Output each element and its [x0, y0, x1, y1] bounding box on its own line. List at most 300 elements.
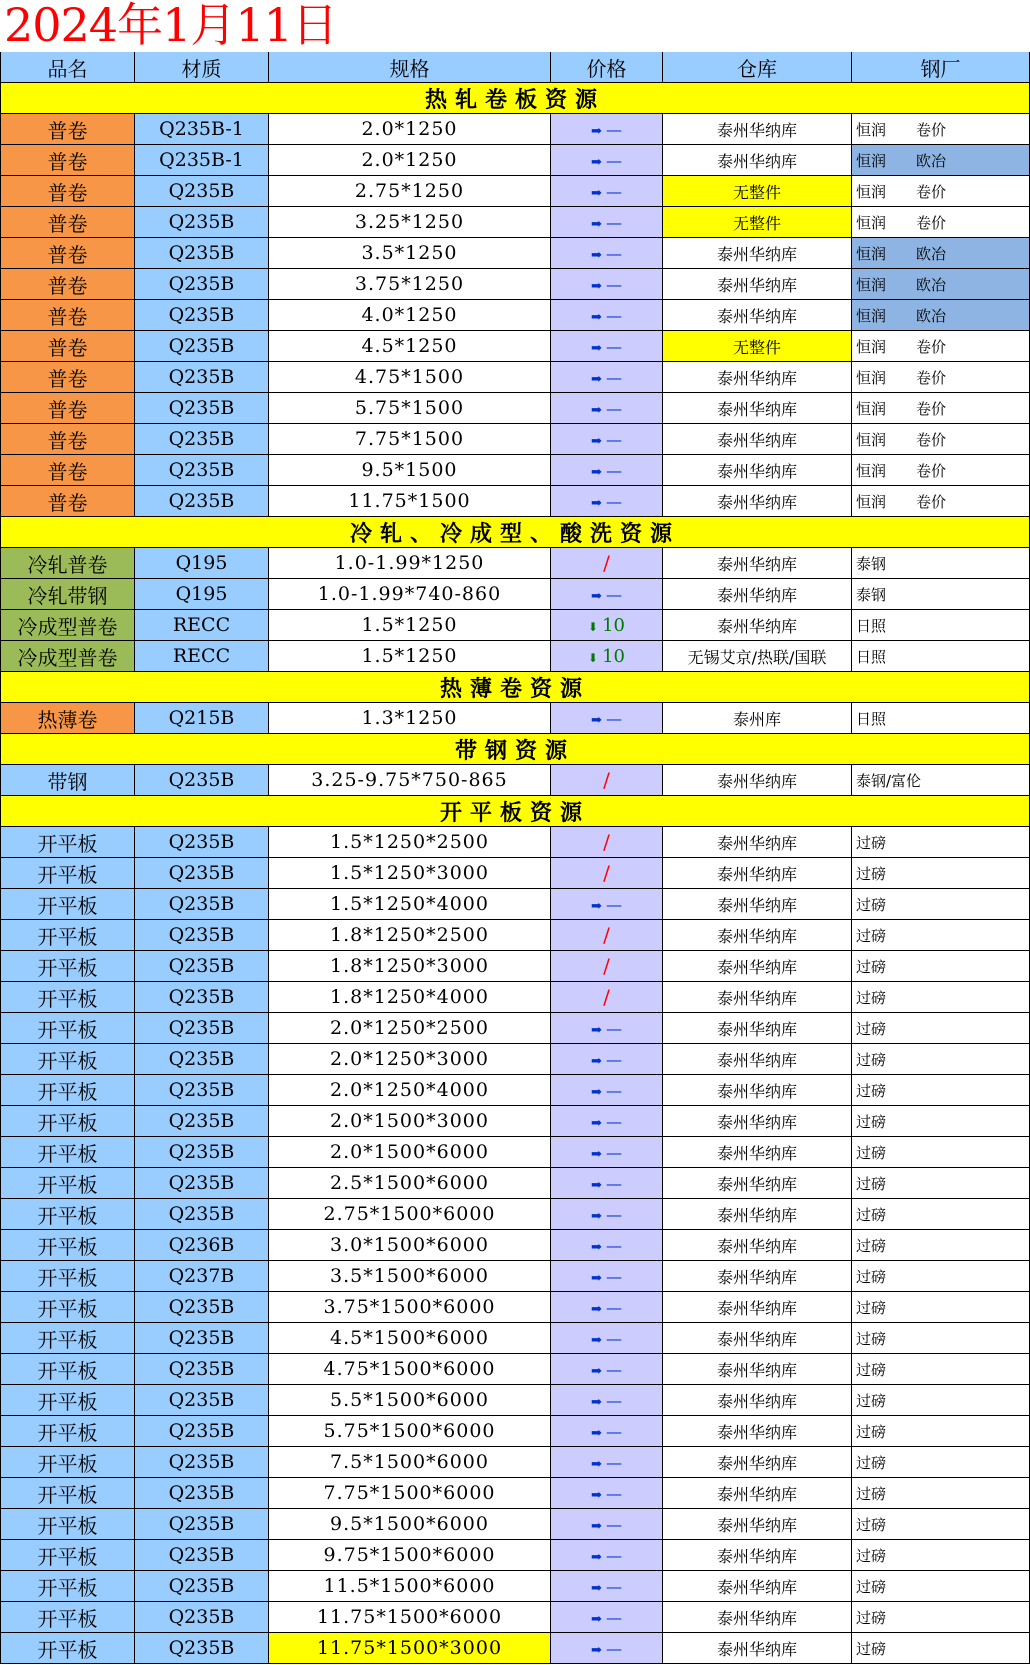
product-name-cell: 开平板	[0, 1602, 135, 1633]
price-unchanged-indicator	[591, 1297, 622, 1318]
material-cell: RECC	[135, 610, 269, 641]
table-body	[0, 83, 1030, 1664]
warehouse-cell: 泰州华纳库	[663, 1199, 852, 1230]
spec-cell: 5.75*1500*6000	[269, 1416, 551, 1447]
product-name-cell: 开平板	[0, 1354, 135, 1385]
price-cell	[551, 1044, 663, 1075]
material-cell: Q235B	[135, 1137, 269, 1168]
price-unchanged-indicator	[591, 398, 622, 419]
table-row	[0, 1013, 1030, 1044]
header-warehouse: 仓库	[663, 52, 852, 83]
mill-name: 过磅	[856, 926, 887, 945]
mill-name: 恒润	[856, 368, 887, 387]
mill-cell	[852, 1323, 1030, 1354]
spec-cell: 4.5*1500*6000	[269, 1323, 551, 1354]
price-unchanged-indicator	[591, 584, 622, 605]
product-name-cell: 普卷	[0, 176, 135, 207]
spec-cell: 4.0*1250	[269, 300, 551, 331]
warehouse-cell: 泰州华纳库	[663, 1540, 852, 1571]
material-cell: Q235B	[135, 362, 269, 393]
price-cell	[551, 1168, 663, 1199]
material-cell: Q235B	[135, 1354, 269, 1385]
table-row	[0, 1385, 1030, 1416]
material-cell: Q235B-1	[135, 114, 269, 145]
material-cell: Q235B	[135, 1447, 269, 1478]
mill-cell	[852, 486, 1030, 517]
arrow-right-icon: ➡	[591, 1580, 602, 1596]
material-cell: Q215B	[135, 703, 269, 734]
section-row	[0, 796, 1030, 827]
material-cell: RECC	[135, 641, 269, 672]
warehouse-cell: 泰州华纳库	[663, 1323, 852, 1354]
arrow-right-icon: ➡	[591, 1239, 602, 1255]
mill-name: 过磅	[856, 957, 887, 976]
mill-name: 过磅	[856, 988, 887, 1007]
material-cell: Q235B	[135, 486, 269, 517]
product-name-cell: 开平板	[0, 1447, 135, 1478]
dash-icon: —	[605, 305, 622, 325]
table-row	[0, 1509, 1030, 1540]
table-row	[0, 300, 1030, 331]
spec-cell: 11.5*1500*6000	[269, 1571, 551, 1602]
product-name-cell: 开平板	[0, 1540, 135, 1571]
price-unchanged-indicator	[591, 894, 622, 915]
mill-name: 过磅	[856, 1267, 887, 1286]
mill-name: 恒润	[856, 213, 887, 232]
dash-icon: —	[605, 367, 622, 387]
table-row	[0, 1044, 1030, 1075]
mill-name: 过磅	[856, 1329, 887, 1348]
price-cell	[551, 145, 663, 176]
mill-name: 恒润	[856, 275, 887, 294]
product-name-cell: 开平板	[0, 982, 135, 1013]
dash-icon: —	[605, 1142, 622, 1162]
price-cell	[551, 889, 663, 920]
mill-cell	[852, 1633, 1030, 1664]
material-cell: Q235B	[135, 889, 269, 920]
spec-cell: 4.75*1500*6000	[269, 1354, 551, 1385]
dash-icon: —	[605, 1328, 622, 1348]
product-name-cell: 冷轧带钢	[0, 579, 135, 610]
product-name-cell: 开平板	[0, 1416, 135, 1447]
price-cell	[551, 1571, 663, 1602]
material-cell: Q235B	[135, 1199, 269, 1230]
spec-cell: 1.8*1250*4000	[269, 982, 551, 1013]
price-unchanged-indicator	[591, 1018, 622, 1039]
mill-name: 过磅	[856, 833, 887, 852]
spec-cell: 1.8*1250*2500	[269, 920, 551, 951]
mill-name: 过磅	[856, 1484, 887, 1503]
warehouse-cell: 泰州华纳库	[663, 1633, 852, 1664]
mill-name: 日照	[856, 709, 887, 728]
warehouse-cell: 泰州华纳库	[663, 1447, 852, 1478]
spec-cell: 1.0-1.99*740-860	[269, 579, 551, 610]
product-name-cell: 开平板	[0, 1385, 135, 1416]
arrow-right-icon: ➡	[591, 1549, 602, 1565]
table-row	[0, 1540, 1030, 1571]
product-name-cell: 普卷	[0, 455, 135, 486]
warehouse-cell: 泰州华纳库	[663, 1168, 852, 1199]
section-title: 带钢资源	[0, 734, 1030, 765]
product-name-cell: 开平板	[0, 858, 135, 889]
material-cell: Q235B	[135, 207, 269, 238]
section-title: 开平板资源	[0, 796, 1030, 827]
material-cell: Q235B	[135, 951, 269, 982]
warehouse-cell: 泰州华纳库	[663, 393, 852, 424]
mill-cell	[852, 1540, 1030, 1571]
mill-pricing-basis: 卷价	[916, 368, 947, 387]
price-unchanged-indicator	[591, 708, 622, 729]
material-cell: Q235B	[135, 1478, 269, 1509]
price-unchanged-indicator	[591, 491, 622, 512]
price-cell	[551, 1199, 663, 1230]
arrow-right-icon: ➡	[591, 402, 602, 418]
arrow-right-icon: ➡	[591, 371, 602, 387]
mill-name: 过磅	[856, 1050, 887, 1069]
mill-cell	[852, 1106, 1030, 1137]
dash-icon: —	[605, 1297, 622, 1317]
spec-cell: 5.5*1500*6000	[269, 1385, 551, 1416]
table-row	[0, 424, 1030, 455]
material-cell: Q195	[135, 579, 269, 610]
product-name-cell: 普卷	[0, 393, 135, 424]
price-cell	[551, 858, 663, 889]
dash-icon: —	[605, 1173, 622, 1193]
arrow-right-icon: ➡	[591, 1332, 602, 1348]
table-row	[0, 1323, 1030, 1354]
spec-cell: 3.75*1500*6000	[269, 1292, 551, 1323]
price-unchanged-indicator	[591, 1235, 622, 1256]
dash-icon: —	[605, 460, 622, 480]
material-cell: Q235B	[135, 1013, 269, 1044]
mill-cell	[852, 1013, 1030, 1044]
arrow-right-icon: ➡	[591, 1053, 602, 1069]
warehouse-cell: 泰州华纳库	[663, 1044, 852, 1075]
product-name-cell: 带钢	[0, 765, 135, 796]
table-row	[0, 455, 1030, 486]
product-name-cell: 开平板	[0, 1230, 135, 1261]
price-unchanged-indicator	[591, 1607, 622, 1628]
price-unchanged-indicator	[591, 243, 622, 264]
spec-cell: 9.75*1500*6000	[269, 1540, 551, 1571]
material-cell: Q235B	[135, 455, 269, 486]
arrow-right-icon: ➡	[591, 712, 602, 728]
spec-cell: 2.0*1250	[269, 145, 551, 176]
price-unchanged-indicator	[591, 1049, 622, 1070]
price-unchanged-indicator	[591, 1266, 622, 1287]
dash-icon: —	[605, 429, 622, 449]
mill-pricing-basis: 欧冶	[916, 306, 947, 325]
warehouse-cell: 无整件	[663, 176, 852, 207]
price-cell	[551, 1602, 663, 1633]
spec-cell: 1.5*1250	[269, 641, 551, 672]
spec-cell: 9.5*1500	[269, 455, 551, 486]
arrow-right-icon: ➡	[591, 495, 602, 511]
mill-cell	[852, 1168, 1030, 1199]
material-cell: Q235B	[135, 393, 269, 424]
dash-icon: —	[605, 398, 622, 418]
warehouse-cell: 无整件	[663, 331, 852, 362]
mill-name: 过磅	[856, 1577, 887, 1596]
mill-name: 恒润	[856, 151, 887, 170]
price-cell	[551, 362, 663, 393]
dash-icon: —	[605, 1514, 622, 1534]
material-cell: Q235B	[135, 1044, 269, 1075]
dash-icon: —	[605, 150, 622, 170]
price-unchanged-indicator	[591, 1638, 622, 1659]
mill-name: 过磅	[856, 895, 887, 914]
price-unchanged-indicator	[591, 274, 622, 295]
mill-cell	[852, 1261, 1030, 1292]
mill-cell	[852, 145, 1030, 176]
price-cell	[551, 1354, 663, 1385]
spec-cell: 1.5*1250*4000	[269, 889, 551, 920]
dash-icon: —	[605, 1359, 622, 1379]
product-name-cell: 普卷	[0, 238, 135, 269]
dash-icon: —	[605, 1452, 622, 1472]
warehouse-cell: 泰州华纳库	[663, 1478, 852, 1509]
table-row	[0, 269, 1030, 300]
arrow-right-icon: ➡	[591, 1177, 602, 1193]
warehouse-cell: 泰州华纳库	[663, 1292, 852, 1323]
material-cell: Q235B	[135, 238, 269, 269]
spec-cell: 1.5*1250*2500	[269, 827, 551, 858]
product-name-cell: 开平板	[0, 1323, 135, 1354]
arrow-right-icon: ➡	[591, 1394, 602, 1410]
mill-pricing-basis: 卷价	[916, 430, 947, 449]
spec-cell: 3.25*1250	[269, 207, 551, 238]
warehouse-cell: 泰州华纳库	[663, 1261, 852, 1292]
table-row	[0, 982, 1030, 1013]
no-price-slash: /	[603, 861, 610, 885]
table-row	[0, 1354, 1030, 1385]
arrow-right-icon: ➡	[591, 1363, 602, 1379]
price-unchanged-indicator	[591, 1483, 622, 1504]
arrow-right-icon: ➡	[591, 1611, 602, 1627]
table-row	[0, 827, 1030, 858]
mill-cell	[852, 827, 1030, 858]
price-unchanged-indicator	[591, 212, 622, 233]
mill-name: 过磅	[856, 1453, 887, 1472]
price-cell	[551, 1633, 663, 1664]
dash-icon: —	[605, 243, 622, 263]
product-name-cell: 开平板	[0, 1168, 135, 1199]
material-cell: Q235B	[135, 1633, 269, 1664]
table-row	[0, 1230, 1030, 1261]
price-cell	[551, 207, 663, 238]
table-row	[0, 393, 1030, 424]
product-name-cell: 开平板	[0, 827, 135, 858]
material-cell: Q235B	[135, 765, 269, 796]
price-unchanged-indicator	[591, 336, 622, 357]
product-name-cell: 开平板	[0, 1044, 135, 1075]
price-unchanged-indicator	[591, 1514, 622, 1535]
table-row	[0, 1199, 1030, 1230]
mill-name: 日照	[856, 647, 887, 666]
spec-cell: 3.5*1500*6000	[269, 1261, 551, 1292]
price-cell	[551, 1106, 663, 1137]
mill-pricing-basis: 卷价	[916, 213, 947, 232]
table-row	[0, 889, 1030, 920]
mill-pricing-basis: 卷价	[916, 399, 947, 418]
spec-cell: 2.0*1500*3000	[269, 1106, 551, 1137]
mill-name: 泰钢	[856, 554, 887, 573]
mill-cell	[852, 269, 1030, 300]
warehouse-cell: 泰州华纳库	[663, 238, 852, 269]
mill-name: 过磅	[856, 1422, 887, 1441]
warehouse-cell: 泰州华纳库	[663, 362, 852, 393]
mill-name: 恒润	[856, 337, 887, 356]
arrow-right-icon: ➡	[591, 154, 602, 170]
no-price-slash: /	[603, 923, 610, 947]
price-sheet	[0, 52, 1030, 1664]
price-unchanged-indicator	[591, 181, 622, 202]
dash-icon: —	[605, 1638, 622, 1658]
warehouse-cell: 泰州华纳库	[663, 1354, 852, 1385]
spec-cell: 3.75*1250	[269, 269, 551, 300]
dash-icon: —	[605, 181, 622, 201]
material-cell: Q235B	[135, 176, 269, 207]
table-row	[0, 765, 1030, 796]
mill-cell	[852, 889, 1030, 920]
spec-cell: 9.5*1500*6000	[269, 1509, 551, 1540]
warehouse-cell: 泰州华纳库	[663, 1385, 852, 1416]
mill-name: 过磅	[856, 1391, 887, 1410]
mill-cell	[852, 1509, 1030, 1540]
mill-name: 过磅	[856, 1081, 887, 1100]
spec-cell: 1.3*1250	[269, 703, 551, 734]
no-price-slash: /	[603, 551, 610, 575]
price-cell	[551, 1540, 663, 1571]
spec-cell: 2.0*1250	[269, 114, 551, 145]
product-name-cell: 普卷	[0, 486, 135, 517]
price-cell	[551, 610, 663, 641]
arrow-down-icon: ⬇	[588, 619, 599, 634]
warehouse-cell: 泰州华纳库	[663, 300, 852, 331]
mill-name: 泰钢	[856, 585, 887, 604]
mill-name: 恒润	[856, 244, 887, 263]
warehouse-cell: 泰州华纳库	[663, 920, 852, 951]
arrow-down-icon: ⬇	[588, 650, 599, 665]
table-row	[0, 238, 1030, 269]
price-unchanged-indicator	[591, 119, 622, 140]
spec-cell: 7.5*1500*6000	[269, 1447, 551, 1478]
price-unchanged-indicator	[591, 1328, 622, 1349]
section-row	[0, 672, 1030, 703]
mill-cell	[852, 610, 1030, 641]
spec-cell: 4.5*1250	[269, 331, 551, 362]
price-cell	[551, 1509, 663, 1540]
price-cell	[551, 1230, 663, 1261]
mill-cell	[852, 176, 1030, 207]
mill-cell	[852, 1447, 1030, 1478]
dash-icon: —	[605, 491, 622, 511]
product-name-cell: 冷成型普卷	[0, 610, 135, 641]
material-cell: Q235B	[135, 1106, 269, 1137]
mill-name: 过磅	[856, 1298, 887, 1317]
price-cell	[551, 238, 663, 269]
mill-name: 过磅	[856, 1174, 887, 1193]
material-cell: Q235B	[135, 331, 269, 362]
material-cell: Q235B	[135, 1540, 269, 1571]
warehouse-cell: 泰州华纳库	[663, 827, 852, 858]
product-name-cell: 开平板	[0, 1633, 135, 1664]
price-change-value: 10	[602, 614, 625, 636]
price-unchanged-indicator	[591, 1111, 622, 1132]
mill-name: 过磅	[856, 1143, 887, 1162]
price-cell	[551, 455, 663, 486]
material-cell: Q235B	[135, 920, 269, 951]
mill-name: 过磅	[856, 1546, 887, 1565]
mill-name: 过磅	[856, 1360, 887, 1379]
product-name-cell: 普卷	[0, 362, 135, 393]
spec-cell: 5.75*1500	[269, 393, 551, 424]
table-row	[0, 176, 1030, 207]
dash-icon: —	[605, 1390, 622, 1410]
mill-name: 泰钢/富伦	[856, 771, 922, 790]
mill-pricing-basis: 卷价	[916, 461, 947, 480]
table-row	[0, 114, 1030, 145]
price-cell	[551, 1075, 663, 1106]
dash-icon: —	[605, 1204, 622, 1224]
header-row	[0, 52, 1030, 83]
mill-cell	[852, 641, 1030, 672]
material-cell: Q235B	[135, 858, 269, 889]
dash-icon: —	[605, 274, 622, 294]
dash-icon: —	[605, 212, 622, 232]
section-title: 热轧卷板资源	[0, 83, 1030, 114]
mill-name: 过磅	[856, 864, 887, 883]
product-name-cell: 普卷	[0, 424, 135, 455]
spec-cell: 2.5*1500*6000	[269, 1168, 551, 1199]
material-cell: Q235B	[135, 1602, 269, 1633]
spec-cell: 3.5*1250	[269, 238, 551, 269]
price-unchanged-indicator	[591, 1452, 622, 1473]
arrow-right-icon: ➡	[591, 185, 602, 201]
warehouse-cell: 无整件	[663, 207, 852, 238]
table-row	[0, 579, 1030, 610]
mill-name: 过磅	[856, 1639, 887, 1658]
mill-name: 过磅	[856, 1515, 887, 1534]
header-spec: 规格	[269, 52, 551, 83]
dash-icon: —	[605, 1111, 622, 1131]
arrow-right-icon: ➡	[591, 1022, 602, 1038]
product-name-cell: 普卷	[0, 331, 135, 362]
price-down-indicator	[588, 615, 625, 636]
dash-icon: —	[605, 708, 622, 728]
material-cell: Q235B	[135, 1075, 269, 1106]
section-row	[0, 83, 1030, 114]
warehouse-cell: 泰州华纳库	[663, 982, 852, 1013]
mill-cell	[852, 1385, 1030, 1416]
product-name-cell: 开平板	[0, 1261, 135, 1292]
spec-cell: 7.75*1500*6000	[269, 1478, 551, 1509]
price-cell	[551, 951, 663, 982]
no-price-slash: /	[603, 985, 610, 1009]
warehouse-cell: 无锡艾京/热联/国联	[663, 641, 852, 672]
product-name-cell: 开平板	[0, 1106, 135, 1137]
arrow-right-icon: ➡	[591, 216, 602, 232]
mill-cell	[852, 331, 1030, 362]
price-unchanged-indicator	[591, 1359, 622, 1380]
mill-cell	[852, 207, 1030, 238]
material-cell: Q235B	[135, 1323, 269, 1354]
product-name-cell: 开平板	[0, 1013, 135, 1044]
warehouse-cell: 泰州华纳库	[663, 1230, 852, 1261]
spec-cell: 4.75*1500	[269, 362, 551, 393]
spec-cell: 2.0*1250*2500	[269, 1013, 551, 1044]
mill-cell	[852, 300, 1030, 331]
